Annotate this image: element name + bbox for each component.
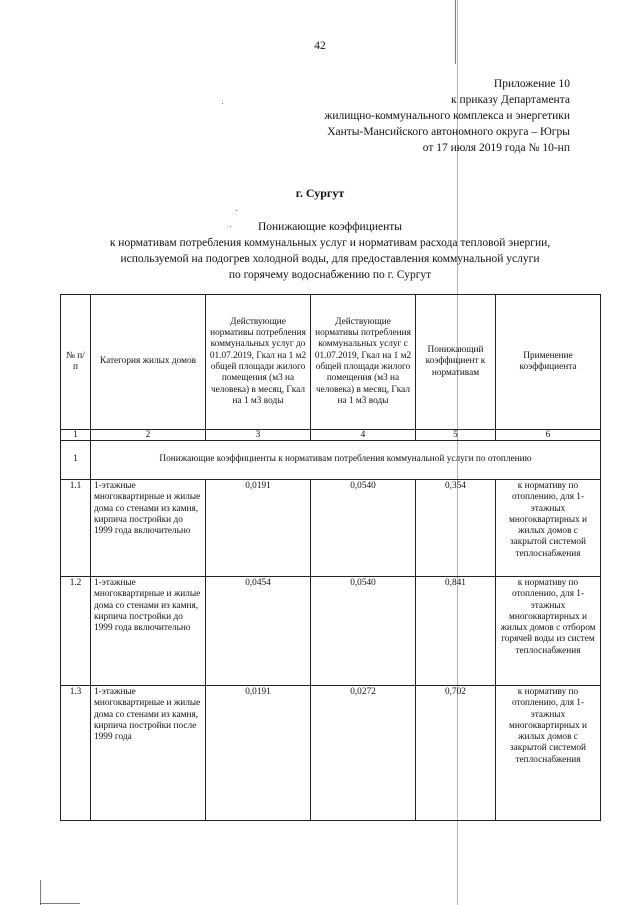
header-cell-norm-before: Действующие нормативы потребления коммунальных услуг до 01.07.2019, Гкал на 1 м2 общей площади жилого помещения (м3 на человека) в месяц, Гкал на 1 м3 воды xyxy=(206,295,311,430)
appendix-line: от 17 июля 2019 года № 10-нп xyxy=(422,142,570,154)
row-number: 1.1 xyxy=(61,480,91,577)
row-norm-before: 0,0191 xyxy=(206,480,311,577)
table-header-row xyxy=(61,295,601,430)
row-coefficient: 0,841 xyxy=(416,577,496,686)
column-number: 1 xyxy=(61,430,91,441)
row-category: 1-этажные многоквартирные и жилые дома со стенами из камня, кирпича постройки после 1999 года xyxy=(91,686,206,821)
appendix-line: жилищно-коммунального комплекса и энергетики xyxy=(324,110,570,122)
row-application: к нормативу по отоплению, для 1-этажных многоквартирных и жилых домов с отбором горячей воды из систем теплоснабжения xyxy=(496,577,601,686)
header-cell-application: Применение коэффициента xyxy=(496,295,601,430)
row-category: 1-этажные многоквартирные и жилые дома со стенами из камня, кирпича постройки до 1999 года включительно xyxy=(91,577,206,686)
heading-line: к нормативам потребления коммунальных услуг и нормативам расхода тепловой энергии, xyxy=(109,237,551,249)
section-title: Понижающие коэффициенты к нормативам потребления коммунальной услуги по отоплению xyxy=(91,441,601,480)
city-title: г. Сургут xyxy=(295,186,345,200)
table-row xyxy=(61,480,601,577)
row-coefficient: 0,702 xyxy=(416,686,496,821)
column-number: 4 xyxy=(311,430,416,441)
row-norm-after: 0,0272 xyxy=(311,686,416,821)
column-number: 6 xyxy=(496,430,601,441)
row-number: 1.2 xyxy=(61,577,91,686)
appendix-line: Ханты-Мансийского автономного округа – Югры xyxy=(327,126,570,138)
page-number: 42 xyxy=(314,40,326,52)
appendix-line: Приложение 10 xyxy=(493,78,570,90)
scan-artifact-line xyxy=(40,903,80,904)
header-cell-coefficient: Понижающий коэффициент к нормативам xyxy=(416,295,496,430)
appendix-block xyxy=(324,76,570,156)
section-number: 1 xyxy=(61,441,91,480)
header-cell-norm-after: Действующие нормативы потребления коммунальных услуг с 01.07.2019, Гкал на 1 м2 общей площади жилого помещения (м3 на человека) в месяц, Гкал на 1 м3 воды xyxy=(311,295,416,430)
column-number: 5 xyxy=(416,430,496,441)
table-row xyxy=(61,686,601,821)
scan-speck xyxy=(222,103,223,104)
heading-line: Понижающие коэффициенты xyxy=(257,221,403,233)
row-category: 1-этажные многоквартирные и жилые дома со стенами из камня, кирпича постройки до 1999 года включительно xyxy=(91,480,206,577)
header-cell-category: Категория жилых домов xyxy=(91,295,206,430)
document-heading xyxy=(60,219,600,283)
row-norm-after: 0,0540 xyxy=(311,480,416,577)
row-norm-before: 0,0191 xyxy=(206,686,311,821)
row-coefficient: 0,354 xyxy=(416,480,496,577)
scan-speck xyxy=(236,210,237,211)
row-norm-after: 0,0540 xyxy=(311,577,416,686)
row-number: 1.3 xyxy=(61,686,91,821)
column-number-row xyxy=(61,430,601,441)
scan-artifact-line xyxy=(455,0,456,64)
heading-line: используемой на подогрев холодной воды, для предоставления коммунальной услуги xyxy=(120,253,540,265)
table-row xyxy=(61,577,601,686)
appendix-line: к приказу Департамента xyxy=(451,94,570,106)
row-application: к нормативу по отоплению, для 1-этажных многоквартирных и жилых домов с закрытой системой теплоснабжения xyxy=(496,480,601,577)
row-application: к нормативу по отоплению, для 1-этажных многоквартирных и жилых домов с закрытой системой теплоснабжения xyxy=(496,686,601,821)
heading-line: по горячему водоснабжению по г. Сургут xyxy=(228,269,432,281)
header-cell-number: № п/п xyxy=(61,295,91,430)
column-number: 2 xyxy=(91,430,206,441)
scan-artifact-line xyxy=(40,880,41,905)
section-row xyxy=(61,441,601,480)
row-norm-before: 0,0454 xyxy=(206,577,311,686)
coefficients-table xyxy=(60,294,601,821)
column-number: 3 xyxy=(206,430,311,441)
